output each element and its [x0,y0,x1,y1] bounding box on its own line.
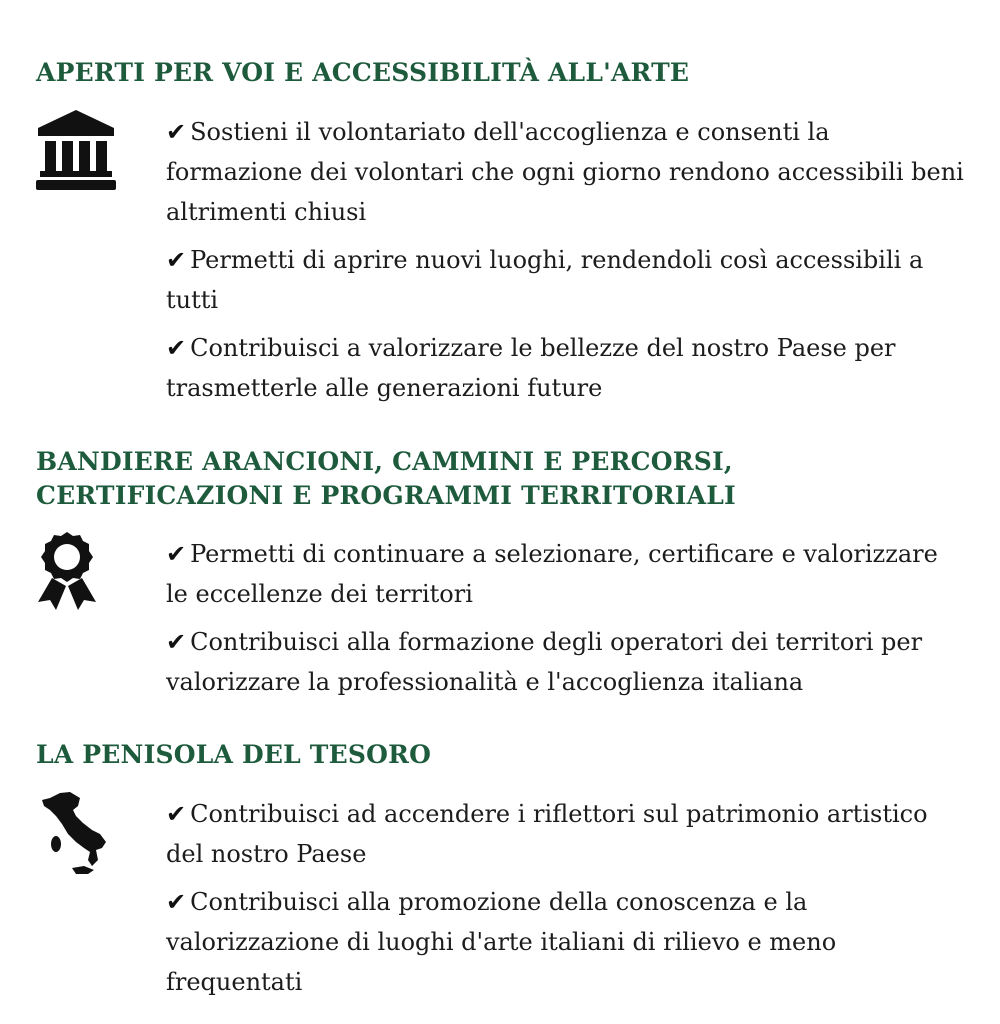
list-item: ✔ Contribuisci alla promozione della conoscenza e la valorizzazione di luoghi d'arte italiani di rilievo e meno frequentati [166,888,837,996]
section-title: BANDIERE ARANCIONI, CAMMINI E PERCORSI, CERTIFICAZIONI E PROGRAMMI TERRITORIALI [36,447,736,510]
list-item: ✔ Sostieni il volontariato dell'accoglienza e consenti la formazione dei volontari che ogni giorno rendono accessibili beni altrimenti chiusi [166,118,964,226]
check-icon: ✔ [166,540,187,568]
list-item: ✔ Contribuisci alla formazione degli operatori dei territori per valorizzare la professionalità e l'accoglienza italiana [166,628,923,696]
section-title: LA PENISOLA DEL TESORO [36,740,432,769]
list-item: ✔ Contribuisci ad accendere i riflettori sul patrimonio artistico del nostro Paese [166,800,928,868]
list-item: ✔ Contribuisci a valorizzare le bellezze del nostro Paese per trasmetterle alle generazioni future [166,334,896,402]
benefit-list [166,534,966,710]
list-item: ✔ Permetti di continuare a selezionare, certificare e valorizzare le eccellenze dei territori [166,540,938,608]
section-title: APERTI PER VOI E ACCESSIBILITÀ ALL'ARTE [36,58,690,87]
check-icon: ✔ [166,246,187,274]
check-icon: ✔ [166,800,187,828]
award-ribbon-icon [36,530,98,614]
italy-map-icon [40,790,110,876]
benefit-list [166,112,966,416]
check-icon: ✔ [166,888,187,916]
check-icon: ✔ [166,628,187,656]
museum-icon [36,108,116,192]
check-icon: ✔ [166,118,187,146]
check-icon: ✔ [166,334,187,362]
list-item: ✔ Permetti di aprire nuovi luoghi, rendendoli così accessibili a tutti [166,246,924,314]
benefit-list [166,794,966,1010]
